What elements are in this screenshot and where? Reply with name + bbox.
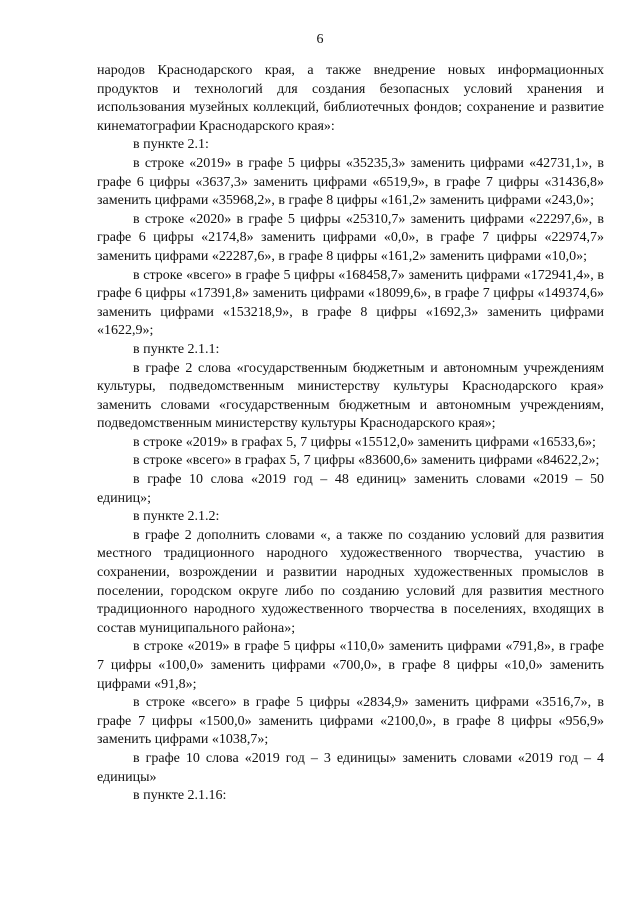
paragraph: в строке «всего» в графе 5 цифры «2834,9» заменить цифрами «3516,7», в графе 7 цифры «1500,0» заменить цифрами «2100,0», в графе 8 цифры «956,9» заменить цифрами «1038,7»;	[97, 695, 604, 748]
paragraph: в пункте 2.1.16:	[133, 788, 227, 804]
paragraph: в строке «2020» в графе 5 цифры «25310,7» заменить цифрами «22297,6», в графе 6 цифры «2174,8» заменить цифрами «0,0», в графе 7 цифры «22974,7» заменить цифрами «22287,6», в графе 8 цифры «161,2» заменить цифрами «10,0»;	[97, 211, 604, 264]
paragraph: в пункте 2.1:	[133, 137, 209, 153]
paragraph: в графе 10 слова «2019 год – 48 единиц» заменить словами «2019 – 50 единиц»;	[97, 472, 604, 506]
paragraph: в строке «2019» в графе 5 цифры «110,0» заменить цифрами «791,8», в графе 7 цифры «100,0» заменить цифрами «700,0», в графе 8 цифры «10,0» заменить цифрами «91,8»;	[97, 639, 604, 692]
paragraph: в пункте 2.1.1:	[133, 341, 220, 357]
paragraph: в графе 2 слова «государственным бюджетным и автономным учреждениям культуры, подведомственным министерству культуры Краснодарского края» заменить словами «государственным бюджетным и автономным учреждениям, подведомственным министерству культуры Краснодарского края»;	[97, 360, 604, 432]
paragraph: в строке «всего» в графах 5, 7 цифры «83600,6» заменить цифрами «84622,2»;	[133, 453, 600, 469]
paragraph: народов Краснодарского края, а также внедрение новых информационных продуктов и технологий для создания безопасных условий хранения и использования музейных коллекций, библиотечных фондов; сохранение и развитие кинематографии Краснодарского края»:	[97, 63, 604, 134]
paragraph: в графе 10 слова «2019 год – 3 единицы» заменить словами «2019 год – 4 единицы»	[97, 750, 604, 785]
paragraph: в пункте 2.1.2:	[133, 509, 220, 525]
paragraph: в строке «2019» в графах 5, 7 цифры «15512,0» заменить цифрами «16533,6»;	[133, 434, 596, 450]
paragraph: в строке «2019» в графе 5 цифры «35235,3» заменить цифрами «42731,1», в графе 6 цифры «3637,3» заменить цифрами «6519,9», в графе 7 цифры «31436,8» заменить цифрами «35968,2», в графе 8 цифры «161,2» заменить цифрами «243,0»;	[97, 155, 604, 209]
paragraph: в строке «всего» в графе 5 цифры «168458,7» заменить цифрами «172941,4», в графе 6 цифры «17391,8» заменить цифрами «18099,6», в графе 7 цифры «149374,6» заменить цифрами «153218,9», в графе 8 цифры «1692,3» заменить цифрами «1622,9»;	[97, 267, 604, 339]
paragraph: в графе 2 дополнить словами «, а также по созданию условий для развития местного традиционного народного художественного творчества, участию в сохранении, возрождении и развитии народных художественных промыслов в поселении, городском округе либо по созданию условий для развития местного традиционного народного художественного творчества в поселениях, входящих в состав муниципального района»;	[97, 527, 604, 636]
document-body	[97, 62, 604, 806]
page-number: 6	[316, 32, 324, 47]
